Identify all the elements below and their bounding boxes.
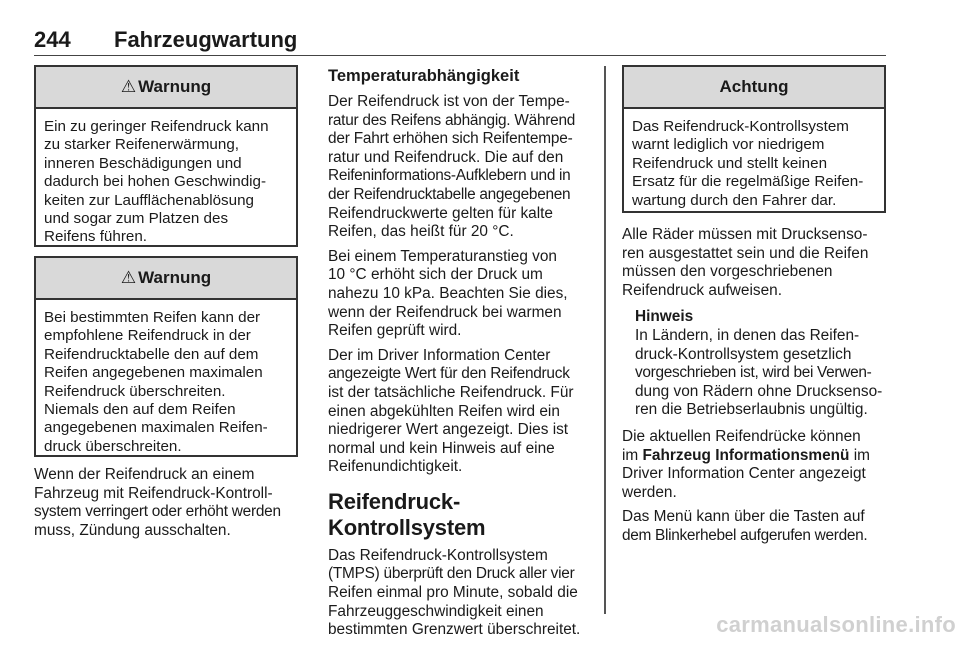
text-line: muss, Zündung ausschalten. — [34, 521, 231, 539]
text-line: Bei bestimmten Reifen kann der — [44, 309, 261, 326]
text-line: Alle Räder müssen mit Drucksenso- — [622, 226, 868, 243]
warning-triangle-icon: ⚠ — [120, 77, 137, 96]
text-line: der Reifendrucktabelle angegebenen — [328, 185, 571, 203]
text-line: nahezu 10 kPa. Beachten Sie dies, — [328, 284, 568, 302]
paragraph — [328, 347, 598, 477]
column-divider — [604, 66, 606, 614]
text-line: niedrigerer Wert angezeigt. Dies ist — [328, 421, 569, 439]
chapter-title: Fahrzeugwartung — [114, 27, 298, 52]
text-line: Der Reifendruck ist von der Tempe- — [328, 93, 570, 110]
page-header — [34, 28, 886, 56]
text-line: Reifendruck aufweisen. — [622, 281, 782, 299]
text-line: Reifen, das heißt für 20 °C. — [328, 223, 514, 241]
paragraph — [328, 248, 598, 341]
text-line: 10 °C erhöht sich der Druck um — [328, 266, 543, 284]
text-fragment: im — [622, 446, 639, 464]
text-line: Reifen einmal pro Minute, sobald die — [328, 584, 578, 602]
text-line: Fahrzeuggeschwindigkeit einen — [328, 602, 544, 620]
text-line: Niemals den auf dem Reifen — [44, 401, 236, 419]
text-line: empfohlene Reifendruck in der — [44, 327, 251, 345]
text-line: angezeigte Wert für den Reifendruck — [328, 365, 570, 383]
warning-title: Warnung — [138, 77, 212, 96]
text-line: (TMPS) überprüft den Druck aller vier — [328, 565, 575, 583]
text-line — [622, 447, 892, 466]
text-line: müssen den vorgeschriebenen — [622, 263, 833, 281]
warning-box-header — [36, 258, 296, 300]
text-line: keiten zur Laufflächenablösung — [44, 191, 254, 209]
heading-tpms: Reifendruck-Kontrollsystem — [328, 488, 486, 540]
text-line: Ersatz für die regelmäßige Reifen- — [632, 173, 864, 191]
text-fragment: im — [853, 446, 870, 464]
text-line: Reifendrucktabelle den auf dem — [44, 345, 259, 363]
paragraph — [622, 428, 892, 502]
warning-triangle-icon: ⚠ — [120, 268, 137, 287]
text-line: wartung durch den Fahrer dar. — [632, 191, 837, 209]
text-line: ren ausgestattet sein und die Reifen — [622, 244, 869, 262]
paragraph — [622, 226, 892, 300]
warning-box-1 — [34, 65, 298, 247]
paragraph — [328, 547, 598, 640]
paragraph — [622, 508, 892, 545]
text-line: werden. — [622, 483, 677, 501]
note-block — [622, 308, 892, 420]
text-line: normal und kein Hinweis auf eine — [328, 439, 555, 457]
page-number: 244 — [34, 27, 71, 52]
text-line: Reifendruckwerte gelten für kalte — [328, 204, 553, 222]
text-line: ratur und Reifendruck. Die auf den — [328, 148, 564, 166]
text-line: druck überschreiten. — [44, 437, 182, 455]
text-line: inneren Beschädigungen und — [44, 154, 242, 172]
text-line: ren die Betriebserlaubnis ungültig. — [635, 401, 868, 419]
caution-box — [622, 65, 886, 213]
text-line: bestimmten Grenzwert überschreitet. — [328, 621, 581, 639]
text-line: Reifendruck überschreiten. — [44, 382, 226, 400]
text-line: vorgeschrieben ist, wird bei Verwen- — [635, 364, 872, 382]
text-line: Fahrzeug mit Reifendruck-Kontroll- — [34, 484, 273, 502]
warning-text — [36, 300, 296, 464]
paragraph — [328, 93, 598, 242]
text-line: Reifendruck und stellt keinen — [632, 154, 828, 172]
menu-name: Fahrzeug Informationsmenü — [642, 446, 850, 464]
text-line: Reifenundichtigkeit. — [328, 458, 463, 476]
text-line: einen abgekühlten Reifen wird ein — [328, 402, 560, 420]
column-1-paragraph — [34, 466, 304, 540]
warning-box-header — [36, 67, 296, 109]
text-line: wenn der Reifendruck bei warmen — [328, 303, 562, 321]
text-line: dung von Rädern ohne Drucksenso- — [635, 382, 883, 400]
note-title: Hinweis — [635, 308, 694, 326]
text-line: Ein zu geringer Reifendruck kann — [44, 118, 269, 135]
text-line: der Fahrt erhöhen sich Reifentempe- — [328, 130, 573, 148]
text-line: warnt lediglich vor niedrigem — [632, 136, 825, 154]
text-line: Der im Driver Information Center — [328, 346, 551, 364]
text-line: dem Blinkerhebel aufgerufen werden. — [622, 526, 868, 544]
text-line: system verringert oder erhöht werden — [34, 503, 281, 521]
text-line: Reifens führen. — [44, 228, 147, 246]
text-line: zu starker Reifenerwärmung, — [44, 136, 239, 154]
caution-text — [624, 109, 884, 218]
caution-box-header — [624, 67, 884, 109]
text-line: Driver Information Center angezeigt — [622, 465, 866, 483]
column-2 — [328, 66, 598, 646]
warning-title: Warnung — [138, 268, 212, 287]
watermark: carmanualsonline.info — [716, 612, 956, 637]
warning-box-2 — [34, 256, 298, 457]
text-line: Bei einem Temperaturanstieg von — [328, 247, 557, 265]
text-line: Das Menü kann über die Tasten auf — [622, 508, 865, 526]
text-line: druck-Kontrollsystem gesetzlich — [635, 345, 852, 363]
text-line: Wenn der Reifendruck an einem — [34, 466, 255, 483]
text-line: Reifeninformations-Aufklebern und in — [328, 167, 571, 185]
text-line: Reifen angegebenen maximalen — [44, 364, 263, 382]
text-line: ratur des Reifens abhängig. Während — [328, 111, 576, 129]
text-line: und sogar zum Platzen des — [44, 210, 229, 228]
column-3 — [622, 226, 892, 552]
text-line: Das Reifendruck-Kontrollsystem — [328, 546, 548, 564]
text-line: dadurch bei hohen Geschwindig- — [44, 173, 267, 191]
text-line: In Ländern, in denen das Reifen- — [635, 326, 860, 344]
text-line: Reifen geprüft wird. — [328, 322, 462, 340]
subheading-temperature: Temperaturabhängigkeit — [328, 67, 520, 85]
text-line: angegebenen maximalen Reifen- — [44, 419, 268, 437]
caution-title: Achtung — [719, 77, 789, 96]
warning-text — [36, 109, 296, 255]
text-line: ist der tatsächliche Reifendruck. Für — [328, 383, 574, 401]
text-line: Die aktuellen Reifendrücke können — [622, 427, 861, 445]
text-line: Das Reifendruck-Kontrollsystem — [632, 118, 849, 135]
